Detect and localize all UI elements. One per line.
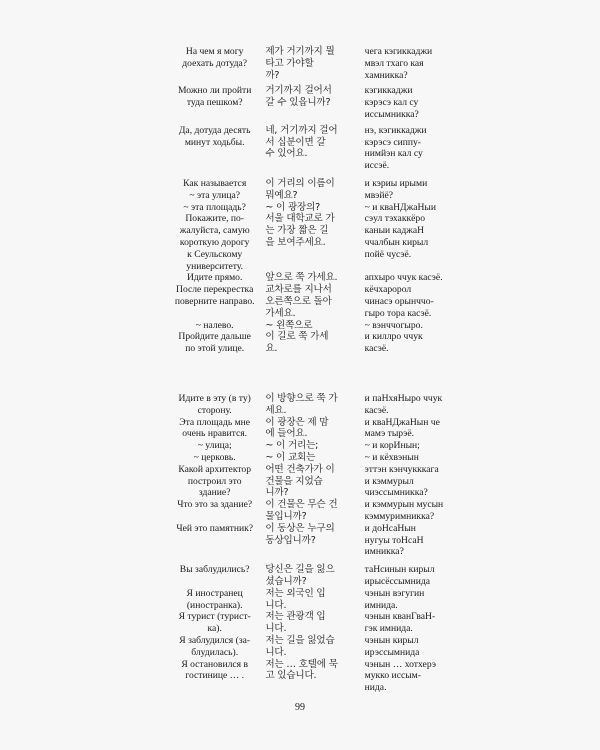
transliteration bbox=[361, 464, 458, 499]
russian-phrase-line: Покажите, по- bbox=[185, 213, 244, 225]
korean-phrase-line: 니까? bbox=[265, 487, 289, 499]
transliteration-line: ~ вэнччогыро. bbox=[364, 319, 423, 331]
korean-phrase-line: 저는 외국인 입 bbox=[265, 587, 326, 599]
russian-phrase bbox=[168, 272, 261, 284]
korean-phrase-line: 이 길로 쭉 가세 bbox=[265, 331, 329, 343]
russian-phrase-line: туда пешком? bbox=[186, 97, 243, 109]
korean-phrase-line: 어떤 건축가가 이 bbox=[265, 463, 335, 475]
russian-phrase-line: ~ эта улица? bbox=[189, 189, 240, 201]
russian-phrase bbox=[168, 213, 261, 272]
russian-phrase-line: Пройдите дальше bbox=[178, 331, 251, 343]
russian-phrase bbox=[168, 523, 261, 535]
phrasebook-section-directions bbox=[168, 46, 458, 355]
korean-phrase-line: 저는 길을 잃었습 bbox=[265, 634, 335, 646]
transliteration-line: мвэйё? bbox=[364, 189, 394, 201]
korean-phrase bbox=[261, 284, 360, 319]
korean-phrase-line: 세요. bbox=[265, 404, 287, 416]
transliteration-line: гэк имнида. bbox=[364, 623, 413, 635]
korean-phrase-line: 저는 관광객 입 bbox=[265, 611, 326, 623]
russian-phrase-line: гостинице … . bbox=[185, 670, 245, 682]
transliteration-line: и кэриы ирыми bbox=[364, 177, 428, 189]
transliteration-line: ирэссымнида bbox=[364, 646, 420, 658]
russian-phrase-line: университету. bbox=[186, 260, 244, 272]
russian-phrase-line: Как называется bbox=[183, 177, 247, 189]
phrase-row bbox=[168, 588, 458, 612]
korean-phrase-line: 이 거리의 이름이 bbox=[265, 177, 335, 189]
phrase-row bbox=[168, 85, 458, 120]
russian-phrase-line: жалуйста, самую bbox=[179, 225, 250, 237]
russian-phrase-line: сторону. bbox=[197, 404, 232, 416]
korean-phrase-line: ~ 이 교회는 bbox=[265, 451, 316, 463]
korean-phrase-line: 네, 거기까지 걸어 bbox=[265, 124, 338, 136]
phrase-row bbox=[168, 178, 458, 213]
russian-phrase bbox=[168, 331, 261, 355]
korean-phrase-line: ~ 왼쪽으로 bbox=[265, 319, 313, 331]
russian-phrase bbox=[168, 393, 261, 417]
russian-phrase-line: Я турист (турист- bbox=[178, 611, 251, 623]
transliteration-line: имнида. bbox=[364, 599, 398, 611]
transliteration bbox=[361, 499, 458, 523]
transliteration bbox=[361, 611, 458, 635]
russian-phrase-line: ~ церковь. bbox=[193, 451, 236, 463]
transliteration-line: и доНсаНын bbox=[364, 522, 416, 534]
transliteration bbox=[361, 178, 458, 213]
russian-phrase bbox=[168, 440, 261, 464]
russian-phrase-line: ~ улица; bbox=[197, 440, 232, 452]
transliteration-line: кэммуримникка? bbox=[364, 510, 435, 522]
korean-phrase-line: ~ 이 거리는; bbox=[265, 440, 319, 452]
transliteration bbox=[361, 125, 458, 172]
korean-phrase bbox=[261, 178, 360, 213]
korean-phrase-line: 저는 … 호텔에 묵 bbox=[265, 658, 338, 670]
russian-phrase-line: ~ эта площадь? bbox=[183, 201, 246, 213]
russian-phrase-line: ~ налево. bbox=[195, 319, 234, 331]
transliteration-line: чэнын вэгугин bbox=[364, 587, 425, 599]
transliteration bbox=[361, 331, 458, 355]
transliteration bbox=[361, 320, 458, 332]
phrasebook-section-sightseeing bbox=[168, 393, 458, 694]
russian-phrase bbox=[168, 659, 261, 683]
russian-phrase bbox=[168, 499, 261, 511]
korean-phrase-line: 까? bbox=[265, 69, 280, 81]
korean-phrase-line: ~ 이 광장의? bbox=[265, 201, 321, 213]
transliteration-line: иссымникка? bbox=[364, 108, 419, 120]
russian-phrase-line: Я заблудился (за- bbox=[179, 634, 251, 646]
russian-phrase-line: Да, дотуда десять bbox=[178, 124, 251, 136]
russian-phrase-line: Какой архитектор bbox=[178, 463, 252, 475]
transliteration-line: кэрэсэ сиппу- bbox=[364, 136, 422, 148]
korean-phrase-line: 이 건물은 무슨 건 bbox=[265, 499, 338, 511]
phrase-row bbox=[168, 659, 458, 694]
transliteration-line: мвэл тхаго кая bbox=[364, 57, 424, 69]
transliteration-line: иссэё. bbox=[364, 160, 390, 172]
transliteration-line: ччалбын кирыл bbox=[364, 236, 429, 248]
phrase-row bbox=[168, 272, 458, 284]
korean-phrase bbox=[261, 320, 360, 332]
phrase-row bbox=[168, 440, 458, 464]
transliteration bbox=[361, 85, 458, 120]
transliteration-line: каныи каджаН bbox=[364, 225, 425, 237]
russian-phrase bbox=[168, 178, 261, 213]
russian-phrase-line: к Сеульскому bbox=[187, 248, 243, 260]
russian-phrase-line: ка). bbox=[207, 623, 222, 635]
phrase-row bbox=[168, 213, 458, 272]
transliteration-line: кэгиккаджи bbox=[364, 85, 413, 97]
korean-phrase-line: 당신은 길을 잃으 bbox=[265, 564, 335, 576]
transliteration bbox=[361, 417, 458, 441]
russian-phrase-line: очень нравится. bbox=[182, 428, 248, 440]
korean-phrase-line: 갈 수 있읍니까? bbox=[265, 97, 331, 109]
transliteration-line: пойё чусэё. bbox=[364, 248, 412, 260]
transliteration bbox=[361, 635, 458, 659]
russian-phrase-line: блудилась). bbox=[191, 646, 239, 658]
transliteration bbox=[361, 284, 458, 319]
korean-phrase bbox=[261, 417, 360, 441]
phrase-row bbox=[168, 499, 458, 523]
korean-phrase-line: 서울 대학교로 가 bbox=[265, 213, 335, 225]
phrase-row bbox=[168, 331, 458, 355]
korean-phrase-line: 에 들어요. bbox=[265, 428, 308, 440]
korean-phrase-line: 수 있어요. bbox=[265, 148, 308, 160]
phrase-row bbox=[168, 611, 458, 635]
korean-phrase-line: 을 보여주세요. bbox=[265, 236, 326, 248]
korean-phrase-line: 니다. bbox=[265, 599, 287, 611]
korean-phrase bbox=[261, 523, 360, 547]
korean-phrase bbox=[261, 659, 360, 683]
phrase-row bbox=[168, 320, 458, 332]
korean-phrase-line: 니다. bbox=[265, 623, 287, 635]
korean-phrase bbox=[261, 464, 360, 499]
korean-phrase-line: 고 있습니다. bbox=[265, 670, 317, 682]
korean-phrase-line: 제가 거기까지 뭘 bbox=[265, 46, 335, 57]
transliteration-line: ирысёссымнида bbox=[364, 575, 430, 587]
transliteration-line: и кваНДжаНын че bbox=[364, 416, 440, 428]
phrase-row bbox=[168, 523, 458, 558]
korean-phrase bbox=[261, 213, 360, 248]
russian-phrase-line: После перекрестка bbox=[176, 284, 254, 296]
transliteration-line: чинасэ орынччо- bbox=[364, 295, 434, 307]
korean-phrase bbox=[261, 272, 360, 284]
korean-phrase-line: 오른쪽으로 돌아 bbox=[265, 295, 332, 307]
korean-phrase bbox=[261, 499, 360, 523]
korean-phrase-line: 셨습니까? bbox=[265, 575, 307, 587]
korean-phrase-line: 뭐예요? bbox=[265, 189, 298, 201]
korean-phrase-line: 가세요. bbox=[265, 307, 296, 319]
russian-phrase-line: (иностранка). bbox=[186, 599, 243, 611]
korean-phrase bbox=[261, 588, 360, 612]
korean-phrase-line: 교차로를 지나서 bbox=[265, 284, 332, 296]
russian-phrase-line: На чем я могу bbox=[185, 46, 244, 57]
korean-phrase-line: 이 광장은 제 맘 bbox=[265, 416, 329, 428]
transliteration-line: нимйэн кал су bbox=[364, 148, 423, 160]
korean-phrase-line: 앞으로 쭉 가세요. bbox=[265, 272, 338, 284]
russian-phrase-line: Идите в эту (в ту) bbox=[178, 393, 251, 404]
korean-phrase-line: 는 가장 짧은 길 bbox=[265, 225, 329, 237]
transliteration bbox=[361, 272, 458, 284]
transliteration-line: ~ и кёхвэнын bbox=[364, 451, 419, 463]
russian-phrase bbox=[168, 564, 261, 576]
korean-phrase-line: 니다. bbox=[265, 646, 287, 658]
transliteration-line: и киллро ччук bbox=[364, 331, 423, 343]
transliteration-line: чэнын кванГваН- bbox=[364, 611, 436, 623]
korean-phrase-line: 물입니까? bbox=[265, 510, 307, 522]
russian-phrase bbox=[168, 125, 261, 149]
phrase-row bbox=[168, 635, 458, 659]
transliteration bbox=[361, 213, 458, 260]
phrase-row bbox=[168, 46, 458, 81]
transliteration-line: и кэммурыл bbox=[364, 475, 414, 487]
transliteration-line: таНсинын кирыл bbox=[364, 564, 435, 576]
russian-phrase bbox=[168, 85, 261, 109]
russian-phrase-line: доехать дотуда? bbox=[182, 57, 248, 69]
transliteration-line: и паНхяНыро ччук bbox=[364, 393, 443, 404]
transliteration-line: касэё. bbox=[364, 343, 389, 355]
russian-phrase-line: Вы заблудились? bbox=[179, 564, 250, 576]
transliteration-line: нида. bbox=[364, 682, 387, 694]
russian-phrase bbox=[168, 46, 261, 70]
russian-phrase-line: здание? bbox=[198, 487, 231, 499]
korean-phrase-line: 건물을 지었습 bbox=[265, 475, 323, 487]
transliteration bbox=[361, 659, 458, 694]
transliteration-line: касэё. bbox=[364, 404, 389, 416]
phrase-row bbox=[168, 393, 458, 417]
transliteration bbox=[361, 440, 458, 464]
transliteration-line: апхыро ччук касэё. bbox=[364, 272, 443, 284]
transliteration-line: мукко иссым- bbox=[364, 670, 421, 682]
korean-phrase bbox=[261, 331, 360, 355]
transliteration-line: и кэммурын мусын bbox=[364, 499, 444, 511]
russian-phrase-line: Я иностранец bbox=[186, 587, 243, 599]
russian-phrase-line: минут ходьбы. bbox=[184, 136, 245, 148]
russian-phrase-line: Идите прямо. bbox=[186, 272, 243, 284]
transliteration-line: нугуы тоНсаН bbox=[364, 534, 424, 546]
russian-phrase-line: по этой улице. bbox=[185, 343, 245, 355]
korean-phrase-line: 거기까지 걸어서 bbox=[265, 85, 332, 97]
transliteration-line: сэул тэхаккёро bbox=[364, 213, 425, 225]
korean-phrase bbox=[261, 125, 360, 160]
transliteration-line: ~ и кваНДжаНыи bbox=[364, 201, 436, 213]
korean-phrase bbox=[261, 440, 360, 464]
russian-phrase-line: Я остановился в bbox=[181, 658, 248, 670]
korean-phrase bbox=[261, 635, 360, 659]
transliteration bbox=[361, 393, 458, 417]
russian-phrase-line: поверните направо. bbox=[174, 295, 255, 307]
transliteration-line: чэнын … хотхерэ bbox=[364, 658, 436, 670]
transliteration-line: гыро тора касэё. bbox=[364, 307, 432, 319]
russian-phrase-line: Что это за здание? bbox=[177, 499, 253, 511]
korean-phrase bbox=[261, 393, 360, 417]
transliteration-line: имникка? bbox=[364, 546, 404, 558]
transliteration-line: чега кэгиккаджи bbox=[364, 46, 433, 57]
transliteration-line: чэнын кирыл bbox=[364, 634, 419, 646]
transliteration-line: кёчхаророл bbox=[364, 284, 412, 296]
transliteration bbox=[361, 46, 458, 81]
russian-phrase-line: построил это bbox=[187, 475, 242, 487]
russian-phrase-line: Можно ли пройти bbox=[178, 85, 252, 97]
transliteration-line: чиэссымникка? bbox=[364, 487, 428, 499]
russian-phrase bbox=[168, 464, 261, 499]
transliteration-line: мамэ тырэё. bbox=[364, 428, 415, 440]
phrase-row bbox=[168, 564, 458, 588]
transliteration-line: кэрэсэ кал су bbox=[364, 97, 419, 109]
transliteration-line: эттэн кэнчукккага bbox=[364, 463, 439, 475]
korean-phrase bbox=[261, 46, 360, 81]
russian-phrase bbox=[168, 588, 261, 612]
korean-phrase-line: 타고 가야할 bbox=[265, 57, 314, 69]
phrase-row bbox=[168, 464, 458, 499]
transliteration bbox=[361, 523, 458, 558]
russian-phrase bbox=[168, 320, 261, 332]
korean-phrase-line: 요. bbox=[265, 343, 278, 355]
russian-phrase bbox=[168, 635, 261, 659]
russian-phrase bbox=[168, 611, 261, 635]
korean-phrase bbox=[261, 564, 360, 588]
transliteration bbox=[361, 588, 458, 612]
korean-phrase-line: 서 십분이면 갈 bbox=[265, 136, 326, 148]
russian-phrase-line: Эта площадь мне bbox=[179, 416, 251, 428]
transliteration-line: хамникка? bbox=[364, 69, 408, 81]
phrase-row bbox=[168, 284, 458, 319]
transliteration bbox=[361, 564, 458, 588]
korean-phrase-line: 동상입니까? bbox=[265, 534, 316, 546]
phrase-row bbox=[168, 417, 458, 441]
russian-phrase bbox=[168, 284, 261, 308]
korean-phrase bbox=[261, 611, 360, 635]
russian-phrase-line: короткую дорогу bbox=[179, 236, 250, 248]
phrase-row bbox=[168, 125, 458, 172]
korean-phrase bbox=[261, 85, 360, 109]
russian-phrase-line: Чей это памятник? bbox=[176, 522, 254, 534]
korean-phrase-line: 이 방향으로 쭉 가 bbox=[265, 393, 338, 404]
transliteration-line: ~ и корИнын; bbox=[364, 440, 420, 452]
page-number: 99 bbox=[295, 702, 305, 713]
transliteration-line: нэ, кэгиккаджи bbox=[364, 124, 427, 136]
russian-phrase bbox=[168, 417, 261, 441]
korean-phrase-line: 이 동상은 누구의 bbox=[265, 522, 335, 534]
